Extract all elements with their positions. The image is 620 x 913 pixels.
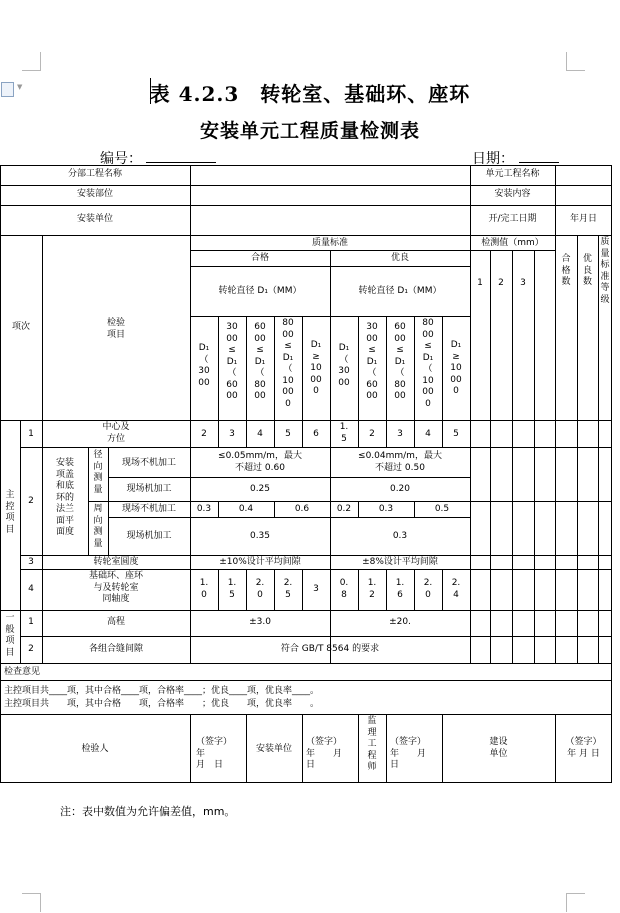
row3-no: 3 xyxy=(28,557,34,567)
row4-q-5: 3 xyxy=(313,584,319,594)
row2-circ-q1-a: 0.3 xyxy=(196,504,212,514)
row3-name: 转轮室圆度 xyxy=(93,557,139,567)
general1-q: ±3.0 xyxy=(249,617,271,627)
row2-site-no-machine: 现场不机加工 xyxy=(121,458,176,468)
measured-col-3: 3 xyxy=(520,278,526,288)
general1-e: ±20. xyxy=(389,617,411,627)
measured-header: 检测值（mm） xyxy=(481,238,544,248)
supervisor-label: 监 理 工 程 师 xyxy=(367,716,377,772)
measured-col-2: 2 xyxy=(498,278,504,288)
row4-e-1: 0. 8 xyxy=(339,578,349,600)
general1-no: 1 xyxy=(28,617,34,627)
row4-e-3: 1. 6 xyxy=(395,578,405,600)
row2-circ-e1-b: 0.3 xyxy=(378,504,394,514)
row2-no: 2 xyxy=(28,496,34,506)
install-unit-label: 安装单位 xyxy=(76,214,113,224)
row4-name: 基础环、座环 与及转轮室 同轴度 xyxy=(88,571,143,604)
install-part-label: 安装部位 xyxy=(76,189,113,199)
general2-no: 2 xyxy=(28,644,34,654)
ymd-label: 年月日 xyxy=(569,214,597,224)
title-line-1: 表 4.2.3 转轮室、基础环、座环 xyxy=(149,82,471,106)
title-line-2: 安装单元工程质量检测表 xyxy=(199,120,420,142)
row2-site-machine-2: 现场机加工 xyxy=(126,531,172,541)
main-control-label: 主 控 项 目 xyxy=(5,490,15,535)
row2-circ-e1-a: 0.2 xyxy=(336,504,352,514)
row4-e-2: 1. 2 xyxy=(367,578,377,600)
general-item-label: 一 般 项 目 xyxy=(5,613,15,658)
diameter-label-qualified: 转轮直径 D₁（MM） xyxy=(218,286,302,296)
range-q-2: 30 00 ≤ D₁ （ 60 00 xyxy=(226,322,238,401)
quality-level-header: 质 量 标 准 等 级 xyxy=(600,237,610,305)
crop-mark-bottom-left xyxy=(22,893,41,912)
row4-e-4: 2. 0 xyxy=(423,578,433,600)
table-note: 注：表中数值为允许偏差值，mm。 xyxy=(60,805,236,818)
row1-e-4: 4 xyxy=(425,429,431,439)
inspector-sign[interactable]: （签字） 年 月 日 xyxy=(196,737,233,770)
row2-site-no-machine-2: 现场不机加工 xyxy=(121,504,176,514)
crop-mark-bottom-right xyxy=(566,893,585,912)
row1-e-3: 3 xyxy=(397,429,403,439)
excellent-count-header: 优 良 数 xyxy=(582,254,592,287)
row2-circ: 周 向 测 量 xyxy=(93,504,103,549)
owner-sign[interactable]: （签字） 年 月 日 xyxy=(565,737,602,759)
row1-q-5: 6 xyxy=(313,429,319,439)
range-e-3: 60 00 ≤ D₁ （ 80 00 xyxy=(394,322,406,401)
excellent-header: 优良 xyxy=(390,253,409,263)
row1-q-2: 3 xyxy=(229,429,235,439)
inspector-label: 检验人 xyxy=(81,744,109,754)
supervisor-sign[interactable]: （签字） 年 月 日 xyxy=(390,737,427,770)
chevron-down-icon[interactable]: ▼ xyxy=(17,83,23,91)
row2-radial: 径 向 测 量 xyxy=(93,450,103,495)
unit-project-label: 单元工程名称 xyxy=(485,169,540,179)
general2-name: 各组合缝间隙 xyxy=(88,644,143,654)
row4-no: 4 xyxy=(28,584,34,594)
row2-group: 安装 项盖 和底 环的 法兰 面平 面度 xyxy=(55,458,74,537)
row1-q-4: 5 xyxy=(285,429,291,439)
row4-q-2: 1. 5 xyxy=(227,578,237,600)
check-item-header: 检验 项目 xyxy=(106,318,125,340)
row3-e: ±8%设计平均间隙 xyxy=(362,557,438,567)
row1-q-3: 4 xyxy=(257,429,263,439)
row2-circ-q1-b: 0.4 xyxy=(238,504,254,514)
qualified-count-header: 合 格 数 xyxy=(561,254,571,287)
row4-e-5: 2. 4 xyxy=(451,578,461,600)
install-unit-sign[interactable]: （签字） 年 月 日 xyxy=(306,737,343,770)
range-q-5: D₁ ≥ 10 00 0 xyxy=(310,340,322,396)
row3-q: ±10%设计平均间隙 xyxy=(219,557,301,567)
row1-q-1: 2 xyxy=(201,429,207,439)
range-e-5: D₁ ≥ 10 00 0 xyxy=(450,340,462,396)
row2-radial-q2: 0.25 xyxy=(249,484,271,494)
row2-radial-e1: ≤0.04mm/m，最大 不超过 0.50 xyxy=(358,451,442,473)
row4-q-4: 2. 5 xyxy=(283,578,293,600)
item-no-header: 项次 xyxy=(11,322,30,332)
number-label: 编号： xyxy=(100,151,142,167)
row1-name: 中心及 方位 xyxy=(102,422,130,444)
quality-std-header: 质量标准 xyxy=(311,238,348,248)
install-unit-sign-label: 安装单位 xyxy=(255,744,292,754)
general1-name: 高程 xyxy=(106,617,125,627)
row2-circ-e1-c: 0.5 xyxy=(434,504,450,514)
row2-site-machine: 现场机加工 xyxy=(126,484,172,494)
opinion-label: 检查意见 xyxy=(4,667,41,677)
diameter-label-excellent: 转轮直径 D₁（MM） xyxy=(358,286,442,296)
range-q-1: D₁ （ 30 00 xyxy=(198,343,210,388)
range-e-4: 80 00 ≤ D₁ （ 10 00 0 xyxy=(422,318,434,409)
row1-e-1: 1. 5 xyxy=(339,422,349,444)
sub-project-label: 分部工程名称 xyxy=(67,169,122,179)
row2-circ-e2: 0.3 xyxy=(392,531,408,541)
row4-q-1: 1. 0 xyxy=(199,578,209,600)
row4-q-3: 2. 0 xyxy=(255,578,265,600)
range-e-2: 30 00 ≤ D₁ （ 60 00 xyxy=(366,322,378,401)
opinion-line-2[interactable]: 主控项目共 项，其中合格 项，合格率 ；优良 项，优良率 。 xyxy=(4,699,320,709)
row1-no: 1 xyxy=(28,429,34,439)
row1-e-5: 5 xyxy=(453,429,459,439)
general2-std: 符合 GB/T 8564 的要求 xyxy=(280,644,380,654)
range-e-1: D₁ （ 30 00 xyxy=(338,343,350,388)
row2-circ-q1-c: 0.6 xyxy=(294,504,310,514)
row2-radial-q1: ≤0.05mm/m，最大 不超过 0.60 xyxy=(218,451,302,473)
date-label: 日期： xyxy=(472,151,514,167)
start-end-date-label: 开/完工日期 xyxy=(488,214,537,224)
install-content-label: 安装内容 xyxy=(494,189,531,199)
row1-e-2: 2 xyxy=(369,429,375,439)
range-q-3: 60 00 ≤ D₁ （ 80 00 xyxy=(254,322,266,401)
range-q-4: 80 00 ≤ D₁ （ 10 00 0 xyxy=(282,318,294,409)
opinion-line-1[interactable]: 主控项目共____项，其中合格____项，合格率____；优良____项，优良率____。 xyxy=(4,686,320,696)
qualified-header: 合格 xyxy=(250,253,269,263)
row2-circ-q2: 0.35 xyxy=(249,531,271,541)
owner-label: 建设 单位 xyxy=(489,737,508,759)
measured-col-1: 1 xyxy=(477,278,483,288)
row2-radial-e2: 0.20 xyxy=(389,484,411,494)
